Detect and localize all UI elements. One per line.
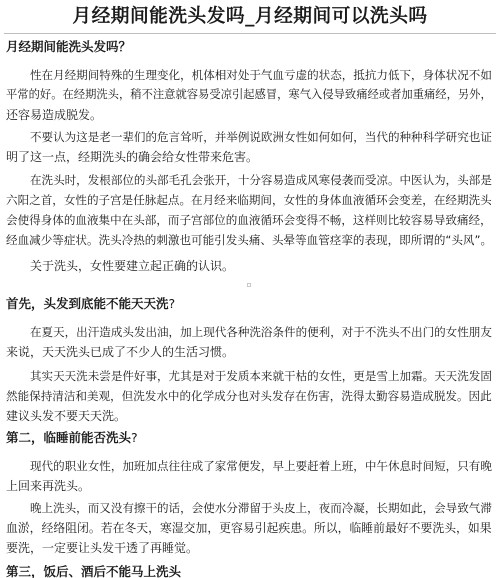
paragraph-6 [6, 366, 492, 426]
paragraph-line: 明了这一点，经期洗头的确会给女性带来危害。 [6, 150, 259, 164]
paragraph-line: 来说，天天洗头已成了不少人的生活习惯。 [6, 345, 235, 359]
article-title: 月经期间能洗头发吗_月经期间可以洗头吗 [72, 6, 428, 27]
paragraph-line: 在洗头时，发根部位的头部毛孔会张开，十分容易造成风寒侵袭而受凉。中医认为，头部是 [30, 173, 492, 187]
paragraph-2 [6, 127, 492, 167]
paragraph-5 [6, 322, 492, 362]
paragraph-1 [6, 65, 492, 125]
paragraph-line: 然能保持清洁和美观，但洗发水中的化学成分也对头发存在伤害，洗得太勤容易造成脱发。因此 [6, 389, 492, 403]
section-2-heading [6, 430, 138, 446]
paragraph-3 [6, 170, 492, 250]
paragraph-line: 要洗，一定要让头发干透了再睡觉。 [6, 541, 199, 555]
paragraph-line: 其实天天洗未尝是件好事，尤其是对于发质本来就干枯的女性，更是雪上加霜。天天洗发固 [30, 369, 492, 383]
paragraph-line: 建议头发不要天天洗。 [6, 409, 127, 423]
paragraph-8 [6, 498, 492, 558]
paragraph-line: 关于洗头，女性要建立起正确的认识。 [30, 259, 235, 273]
paragraph-line: 还容易造成脱发。 [6, 108, 103, 122]
paragraph-line: 六阳之首，女性的子宫是任脉起点。在月经来临期间，女性的身体血液循环会变差，在经期洗头 [6, 193, 492, 207]
paragraph-line: 不要认为这是老一辈们的危言耸听，并举例说欧洲女性如何如何，当代的种种科学研究也证 [30, 130, 492, 144]
section-1-heading-text: 首先，头发到底能不能天天洗 [6, 296, 169, 311]
section-1-heading [6, 296, 175, 312]
title-divider [4, 33, 496, 34]
section-2-heading-mark: ? [131, 430, 138, 445]
section-2-heading-text: 第二，临睡前能否洗头 [6, 430, 132, 445]
placeholder-dot-icon [247, 283, 251, 287]
question-heading: 月经期间能洗头发吗？ [6, 39, 132, 54]
paragraph-line: 经血减少等症状。洗头冷热的刺激也可能引发头痛、头晕等血管痉挛的表现，即所谓的“头风”。 [6, 233, 493, 247]
paragraph-line: 上回来再洗头。 [6, 479, 91, 493]
section-1-heading-mark: ? [168, 296, 176, 311]
paragraph-line: 会使得身体的血液集中在头部，而子宫部位的血液循环会变得不畅，这样则比较容易导致痛经， [6, 213, 492, 227]
paragraph-line: 现代的职业女性，加班加点往往成了家常便发，早上要赶着上班，中午休息时间短，只有晚 [30, 459, 492, 473]
paragraph-line: 平常的好。在经期洗头，稍不注意就容易受凉引起感冒，寒气入侵导致痛经或者加重痛经，另外， [6, 88, 492, 101]
paragraph-line: 性在月经期间特殊的生理变化，机体相对处于气血亏虚的状态，抵抗力低下，身体状况不如 [30, 68, 492, 82]
paragraph-7 [6, 456, 492, 496]
paragraph-line: 晚上洗头，而又没有擦干的话，会使水分滞留于头皮上，夜而冷凝，长期如此，会导致气滞 [30, 501, 492, 515]
section-3-heading: 第三，饭后、酒后不能马上洗头 [6, 564, 182, 578]
paragraph-line: 血淤，经络阻闭。若在冬天，寒湿交加，更容易引起疾患。所以，临睡前最好不要洗头，如果 [6, 521, 492, 535]
paragraph-4 [6, 256, 492, 276]
paragraph-line: 在夏天，出汗造成头发出油，加上现代各种洗浴条件的便利，对于不洗头不出门的女性朋友 [30, 325, 492, 339]
